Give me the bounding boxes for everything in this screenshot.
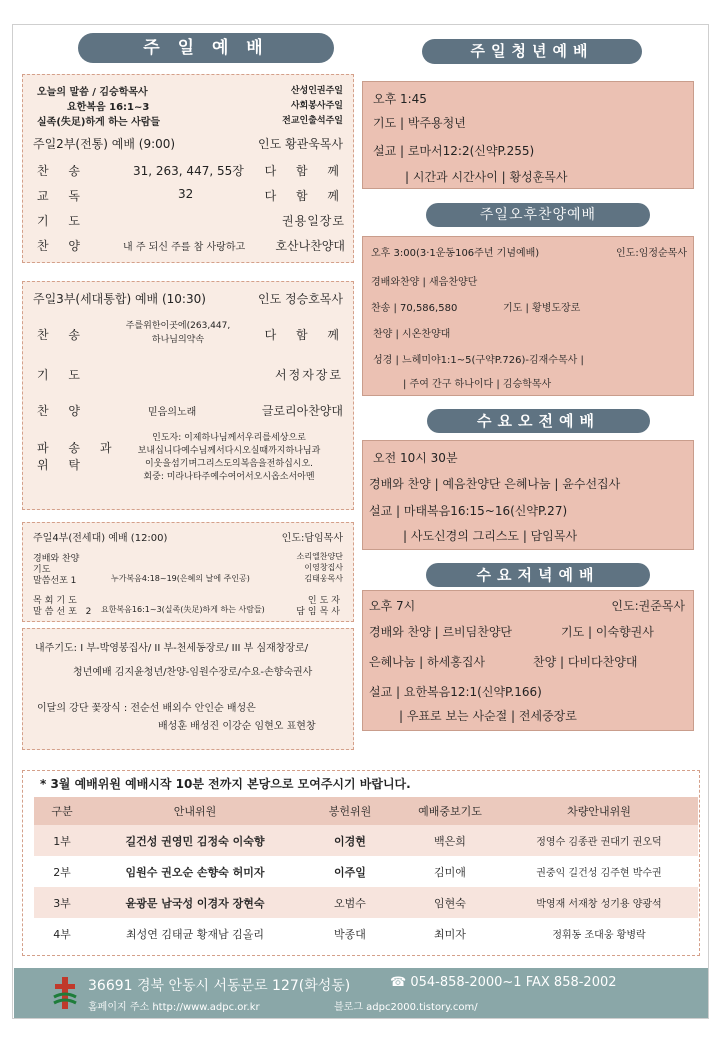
prayer-note-1: 내주기도: I 부-박영봉집사/ II 부-천세동장로/ III 부 심재창장로/ — [35, 643, 309, 654]
flower-note-2: 배성훈 배성진 이강순 임현오 표현창 — [158, 721, 316, 732]
youth-box — [362, 81, 694, 189]
wed-evening-time: 오후 7시 — [369, 599, 416, 613]
sermon-passage: 요한복음 16:1~3 — [67, 102, 150, 113]
afternoon-line-2a: 찬송 | 70,586,580 — [371, 303, 458, 314]
cell: 길건성 권영민 김정숙 이숙향 — [90, 825, 300, 856]
part4-mid-1: 누가복음4:18~19(은혜의 날에 주인공) — [111, 574, 250, 583]
cell: 김미애 — [400, 856, 500, 887]
cell: 이주일 — [300, 856, 400, 887]
sunday-tag-1: 산성인권주일 — [290, 86, 343, 96]
cell: 임원수 권오순 손향숙 허미자 — [90, 856, 300, 887]
part2-by-1: 다 함 께 — [264, 164, 347, 178]
cell: 3부 — [34, 887, 90, 918]
cell: 최미자 — [400, 918, 500, 949]
cell: 4부 — [34, 918, 90, 949]
part3-send-3: 이웃을섬기며그리스도의복음을전하십시오. — [144, 459, 314, 469]
table-row — [34, 887, 698, 918]
committee-col-prayer: 예배중보기도 — [400, 797, 500, 825]
part4-right-3: 김태웅목사 — [304, 574, 343, 583]
wed-morning-time: 오전 10시 30분 — [373, 451, 458, 465]
afternoon-box — [362, 236, 694, 396]
part3-send-label-1: 파 송 과 — [37, 441, 120, 455]
cell: 1부 — [34, 825, 90, 856]
part2-label-4: 찬 양 — [37, 239, 88, 253]
youth-time: 오후 1:45 — [373, 92, 427, 106]
wed-morning-title: 수요오전예배 — [427, 409, 650, 433]
part4-right-2: 이영창집사 — [304, 563, 343, 572]
afternoon-title: 주일오후찬양예배 — [426, 203, 650, 227]
part4-left-6: 말씀선포 2 — [33, 607, 95, 617]
cell: 이경현 — [300, 825, 400, 856]
part4-right-5: 인도자 — [307, 596, 343, 606]
part2-leader: 인도 황관욱목사 — [258, 137, 343, 151]
part2-content-4: 내 주 되신 주를 참 사랑하고 — [123, 242, 246, 253]
youth-prayer: 기도 | 박주용청년 — [373, 116, 466, 130]
main-service-title: 주 일 예 배 — [78, 33, 334, 63]
wed-evening-box — [362, 590, 694, 731]
part4-header: 주일4부(전세대) 예배 (12:00) — [33, 533, 168, 544]
part2-by-4: 호산나찬양대 — [275, 239, 345, 253]
footer-homepage[interactable]: 홈페이지 주소 http://www.adpc.or.kr — [88, 1002, 260, 1013]
part2-by-2: 다 함 께 — [264, 189, 347, 203]
part3-send-4: 회중: 미라나타주예수여어서오시옵소서아멘 — [143, 472, 315, 482]
cell: 정영수 김종관 권대기 권오덕 — [500, 825, 698, 856]
committee-table — [34, 797, 698, 949]
committee-col-parking: 차량안내위원 — [500, 797, 698, 825]
afternoon-time: 오후 3:00(3·1운동106주년 기념예배) — [371, 248, 540, 259]
committee-col-usher: 안내위원 — [90, 797, 300, 825]
part3-send-1: 인도자: 이제하나님께서우리를세상으로 — [152, 433, 306, 443]
part2-label-1: 찬 송 — [37, 164, 88, 178]
table-row — [34, 825, 698, 856]
part3-hymn-2: 하나님의약속 — [151, 335, 205, 345]
part3-praise-by: 글로리아찬양대 — [261, 404, 343, 418]
part3-praise-label: 찬 양 — [37, 404, 88, 418]
sermon-preacher: 오늘의 말씀 / 김승학목사 — [37, 87, 148, 98]
table-row — [34, 918, 698, 949]
prayer-note-2: 청년예배 김지윤청년/찬양-임원수장로/수요-손향숙권사 — [73, 667, 313, 678]
part4-leader: 인도:담임목사 — [281, 533, 343, 544]
part4-left-2: 기도 — [33, 565, 51, 575]
cell: 윤광문 남국성 이경자 장현숙 — [90, 887, 300, 918]
part2-by-3: 권용일장로 — [282, 214, 345, 228]
wed-morning-line-1: 경배와 찬양 | 예음찬양단 은혜나눔 | 윤수선집사 — [369, 477, 621, 491]
sunday-tag-2: 사회봉사주일 — [290, 101, 343, 111]
wed-evening-title: 수요저녁예배 — [426, 563, 650, 587]
sunday-tag-3: 전교인출석주일 — [282, 116, 343, 126]
wed-morning-box — [362, 440, 694, 550]
afternoon-line-4: 성경 | 느헤미야1:1~5(구약P.726)-김재수목사 | — [373, 355, 584, 366]
part3-hymn-label: 찬 송 — [37, 328, 88, 342]
part3-leader: 인도 정승호목사 — [258, 292, 343, 306]
notes-box — [22, 628, 354, 750]
part3-hymn-1: 주를위한이곳에(263,447, — [125, 321, 231, 331]
wed-evening-line-2a: 은혜나눔 | 하세홍집사 — [369, 655, 486, 669]
part3-prayer-label: 기 도 — [37, 368, 88, 382]
part2-content-1: 31, 263, 447, 55장 — [133, 164, 244, 178]
committee-header-row — [34, 797, 698, 825]
afternoon-line-2b: 기도 | 황병도장로 — [503, 303, 581, 314]
cell: 임현숙 — [400, 887, 500, 918]
committee-heading: * 3월 예배위원 예배시작 10분 전까지 본당으로 모여주시기 바랍니다. — [40, 777, 411, 791]
committee-col-group: 구분 — [34, 797, 90, 825]
wed-evening-line-1a: 경배와 찬양 | 르비딤찬양단 — [369, 625, 512, 639]
part3-hymn-by: 다 함 께 — [264, 328, 347, 342]
wed-evening-line-1b: 기도 | 이숙향권사 — [561, 625, 654, 639]
committee-col-offering: 봉헌위원 — [300, 797, 400, 825]
wed-morning-line-3: | 사도신경의 그리스도 | 담임목사 — [403, 529, 578, 543]
cell: 권중익 길건성 김주현 박수권 — [500, 856, 698, 887]
part3-header: 주일3부(세대통합) 예배 (10:30) — [33, 292, 206, 306]
footer — [14, 968, 708, 1018]
part3-box — [22, 281, 354, 510]
part4-mid-2: 요한복음16:1~3(실족(失足)하게 하는 사람들) — [101, 605, 265, 614]
part2-label-2: 교 독 — [37, 189, 88, 203]
part2-header: 주일2부(전통) 예배 (9:00) — [33, 137, 176, 151]
part3-prayer-by: 서정자장로 — [275, 368, 343, 382]
afternoon-leader: 인도:임정순목사 — [616, 248, 687, 259]
cell: 박종대 — [300, 918, 400, 949]
cell: 정휘동 조대웅 황병락 — [500, 918, 698, 949]
cell: 박영재 서재창 성기용 양광석 — [500, 887, 698, 918]
cell: 2부 — [34, 856, 90, 887]
part2-label-3: 기 도 — [37, 214, 88, 228]
footer-blog[interactable]: 블로그 adpc2000.tistory.com/ — [334, 1002, 478, 1013]
part4-right-6: 담임목사 — [296, 607, 343, 617]
footer-address: 36691 경북 안동시 서동문로 127(화성동) — [88, 978, 351, 994]
wed-morning-line-2: 설교 | 마태복음16:15~16(신약P.27) — [369, 504, 568, 518]
wed-evening-line-2b: 찬양 | 다비다찬양대 — [533, 655, 638, 669]
part2-content-2: 32 — [178, 187, 194, 201]
wed-evening-line-3: 설교 | 요한복음12:1(신약P.166) — [369, 685, 542, 699]
afternoon-line-1: 경배와찬양 | 새음찬양단 — [371, 277, 478, 288]
part4-left-1: 경배와 찬양 — [33, 554, 80, 564]
afternoon-line-3: 찬양 | 시온찬양대 — [373, 329, 451, 340]
afternoon-line-5: | 주여 간구 하나이다 | 김승학목사 — [403, 379, 552, 390]
part4-box — [22, 522, 354, 622]
flower-note-1: 이달의 강단 꽃장식 : 전순선 배외수 안인순 배성은 — [37, 703, 256, 714]
wed-evening-line-4: | 우표로 보는 사순절 | 전세중장로 — [399, 709, 577, 723]
youth-sermon: 설교 | 로마서12:2(신약P.255) — [373, 144, 535, 158]
footer-phone: ☎ 054-858-2000~1 FAX 858-2002 — [390, 975, 617, 990]
church-logo-icon — [52, 975, 78, 1011]
part3-praise: 믿음의노래 — [148, 407, 197, 418]
cell: 오범수 — [300, 887, 400, 918]
wed-evening-leader: 인도:권준목사 — [611, 599, 685, 613]
sermon-title: 실족(失足)하게 하는 사람들 — [37, 117, 161, 128]
part4-left-5: 목회기도 — [33, 596, 80, 606]
part2-box — [22, 74, 354, 263]
youth-title: 주일청년예배 — [422, 39, 642, 64]
part4-left-3: 말씀선포 1 — [33, 576, 77, 586]
cell: 최성연 김태균 황재남 김올리 — [90, 918, 300, 949]
youth-sermon-title: | 시간과 시간사이 | 황성훈목사 — [405, 170, 568, 184]
table-row — [34, 856, 698, 887]
part3-send-label-2: 위 탁 — [37, 458, 88, 472]
part3-send-2: 보내십니다예수님께서다시오실때까지하나님과 — [137, 446, 321, 456]
cell: 백은희 — [400, 825, 500, 856]
part4-right-1: 소리엘찬양단 — [296, 552, 343, 561]
